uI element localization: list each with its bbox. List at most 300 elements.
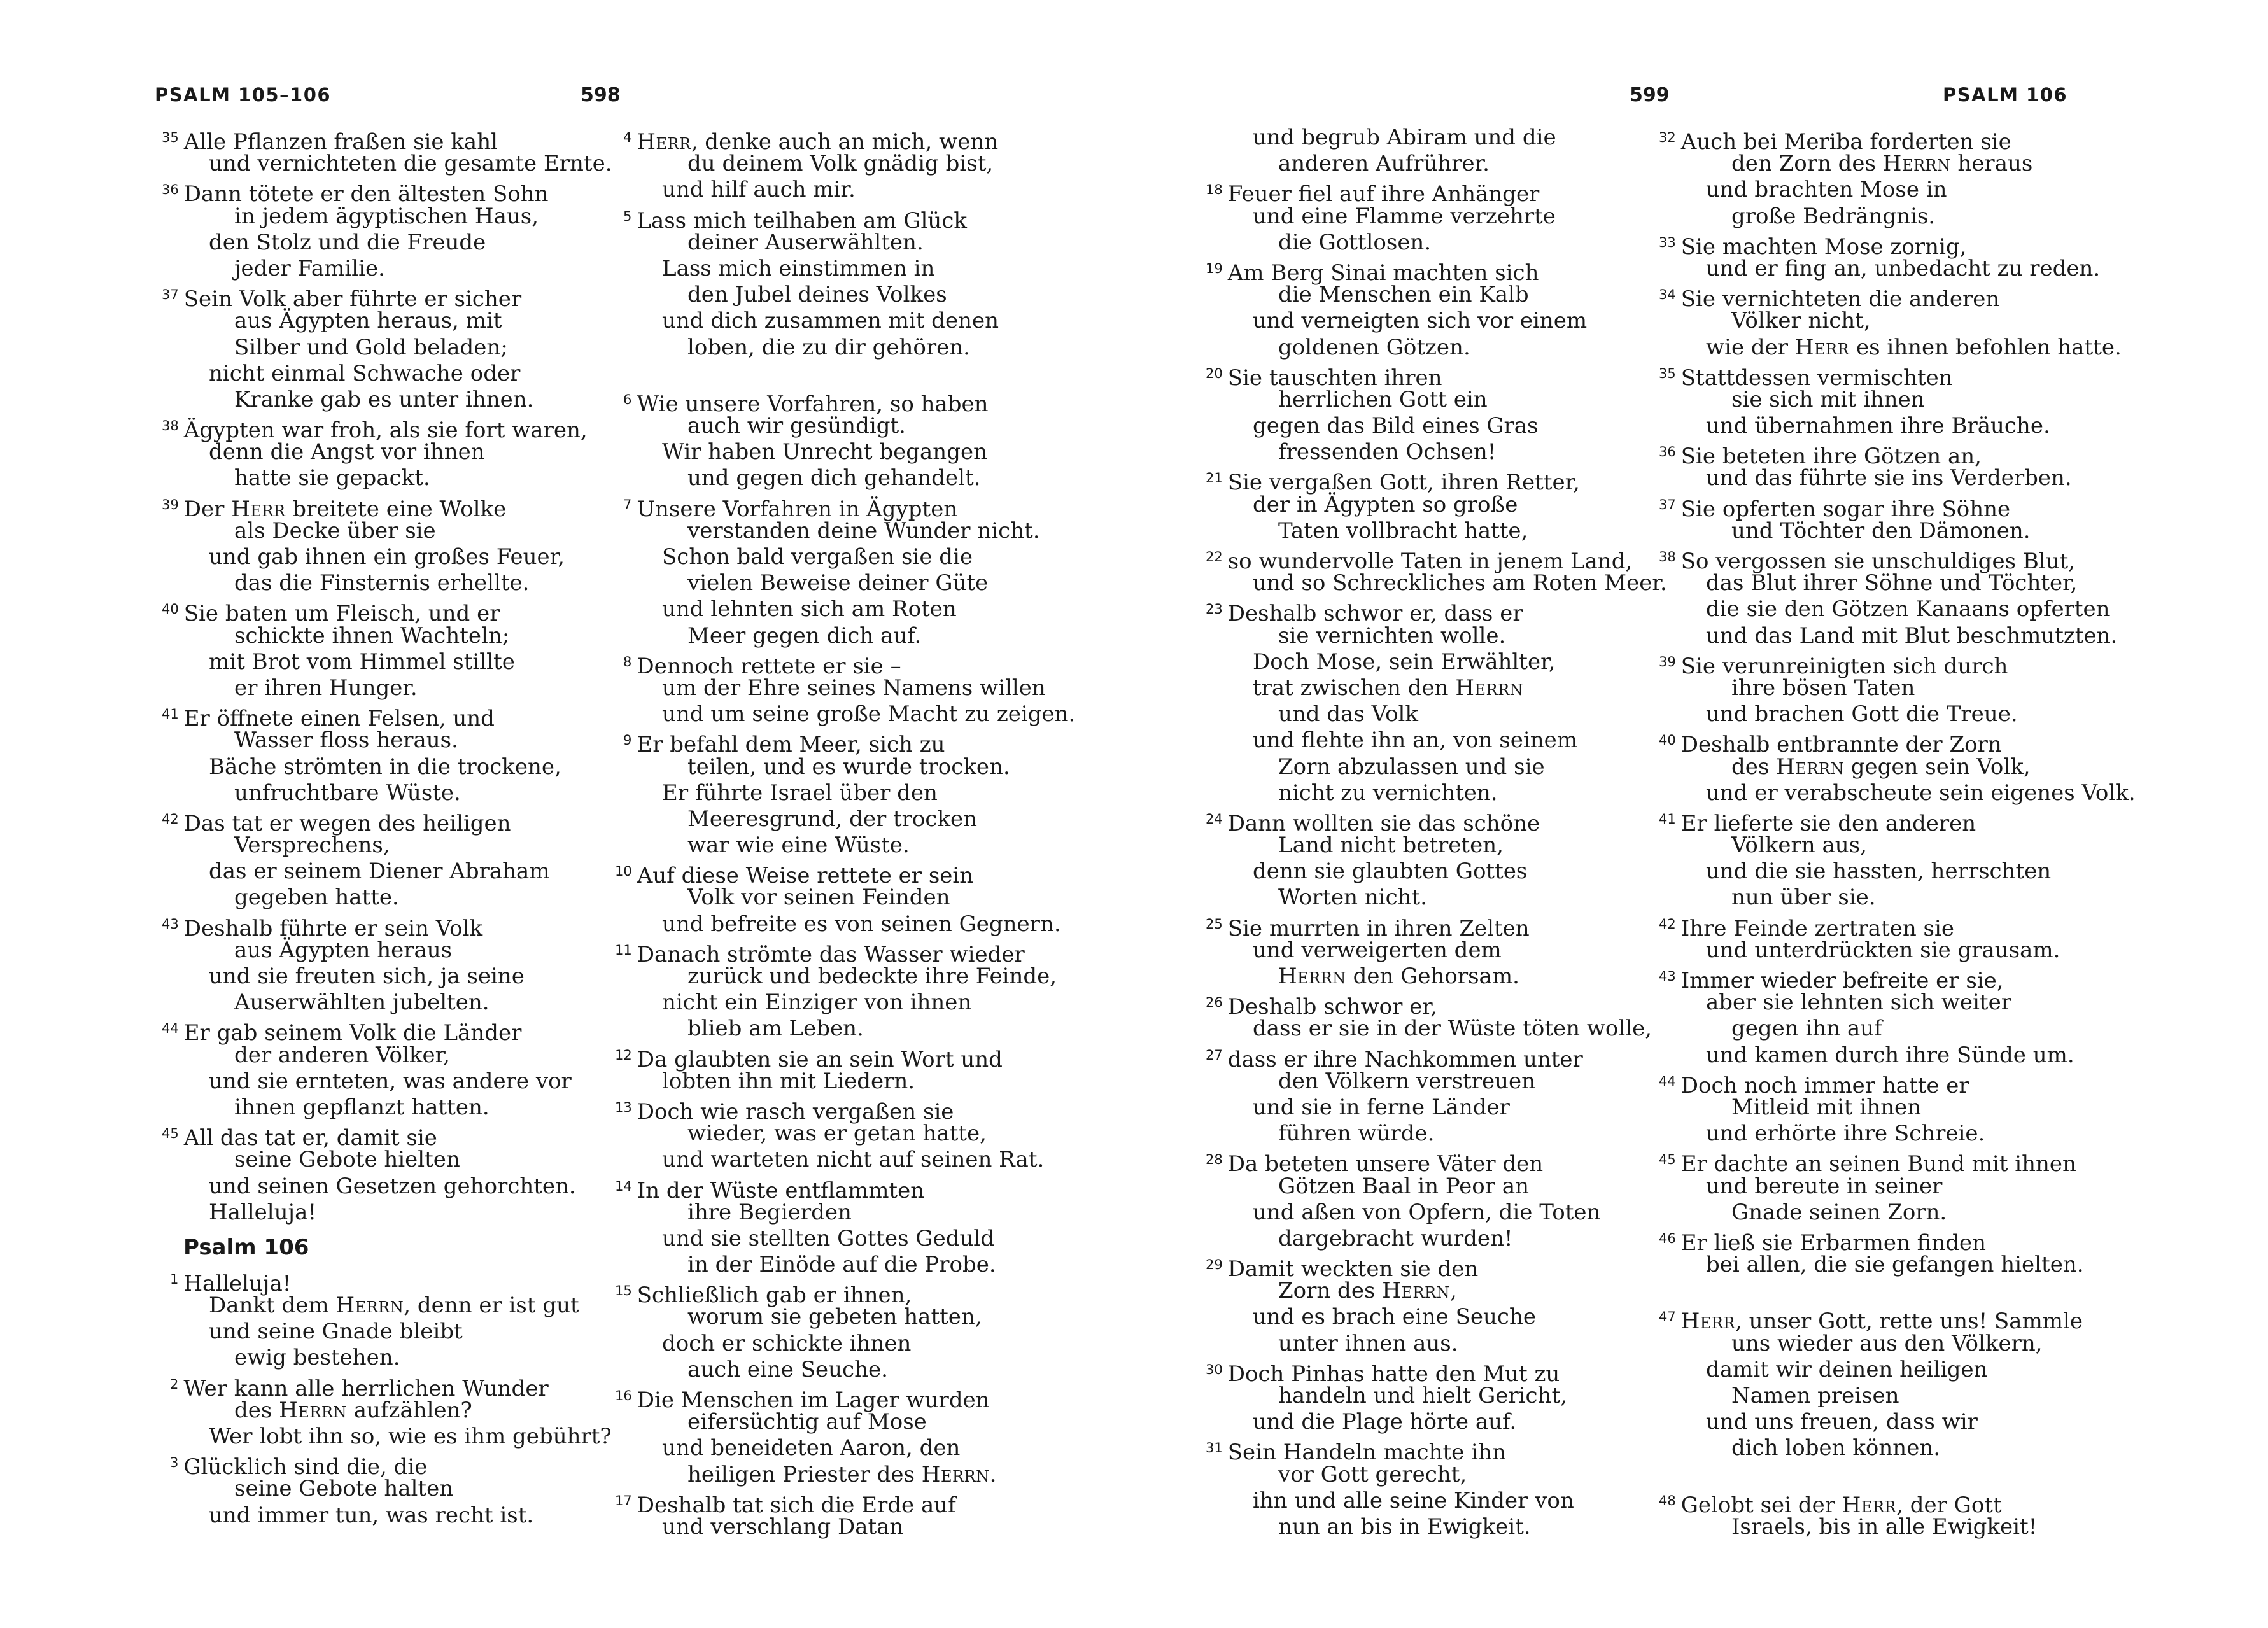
verse-line: [1227, 649, 1667, 675]
verse-line: [162, 1121, 612, 1151]
verse-line: [637, 832, 1075, 859]
verse-text: und erhörte ihre Schreie.: [1706, 1121, 1985, 1147]
verse-text: so wundervolle Taten in jenem Land,: [1227, 549, 1633, 574]
verse-text: und die sie hassten, herrschten: [1706, 859, 2052, 885]
verse-text: handeln und hielt Gericht,: [1278, 1383, 1567, 1408]
verse-text: der anderen Völker,: [234, 1042, 450, 1068]
verse-line: [637, 964, 1075, 990]
verse-text: das er seinem Diener Abraham: [209, 859, 550, 885]
verse-text: als Decke über sie: [234, 517, 436, 544]
verse-text: verstanden deine Wunder nicht.: [687, 517, 1040, 544]
verse-text: Israels, bis in alle Ewigkeit!: [1731, 1513, 2038, 1540]
verse-text: Sie verunreinigten sich durch: [1680, 653, 2008, 679]
verse-text: bei allen, die sie gefangen hielten.: [1706, 1252, 2084, 1278]
verse-text: und aßen von Opfern, die Toten: [1253, 1199, 1601, 1225]
verse-text: Mitleid mit ihnen: [1731, 1094, 1922, 1120]
verse-text: Götzen Baal in Peor an: [1278, 1173, 1529, 1199]
verse-line: [1227, 230, 1667, 256]
verse-line: [1227, 1462, 1667, 1488]
verse-line: [637, 1331, 1075, 1357]
verse-text: Sie baten um Fleisch, und er: [183, 601, 500, 627]
verse-line: [637, 1462, 1075, 1488]
verse-text: Damit weckten sie den: [1227, 1256, 1479, 1282]
verse-text: Herr, denke auch an mich, wenn: [637, 129, 999, 155]
verse-number: 43: [1659, 969, 1676, 984]
verse-line: [1227, 1514, 1667, 1540]
verse-line: [637, 780, 1075, 806]
verse-number: 8: [623, 654, 632, 670]
verse-line: [623, 204, 1075, 234]
verse-line: [1680, 518, 2136, 544]
verse-number: 15: [615, 1283, 632, 1299]
verse-text: und es brach eine Seuche: [1253, 1304, 1536, 1330]
verse-text: hatte sie gepackt.: [234, 465, 430, 491]
verse-text: herrlichen Gott ein: [1278, 386, 1488, 412]
verse-text: Doch noch immer hatte er: [1680, 1072, 1969, 1098]
verse-line: [183, 649, 612, 675]
verse-line: [637, 1252, 1075, 1278]
verse-line: [1227, 1488, 1667, 1514]
verse-number: 40: [1659, 733, 1676, 748]
verse-line: [1206, 990, 1667, 1020]
verse-text: zurück und bedeckte ihre Feinde,: [687, 964, 1057, 989]
verse-text: auch eine Seuche.: [687, 1356, 888, 1382]
verse-text: dich loben können.: [1731, 1435, 1941, 1461]
verse-line: [637, 623, 1075, 649]
verse-text: Bäche strömten in die trockene,: [209, 754, 561, 780]
text-column-1: [162, 125, 612, 1529]
verse-line: [170, 1450, 612, 1480]
verse-line: [637, 754, 1075, 780]
verse-text: und sie in ferne Länder: [1253, 1094, 1510, 1120]
verse-number: 38: [162, 418, 179, 434]
verse-text: und verweigerten dem: [1253, 937, 1502, 963]
verse-number: 37: [162, 287, 179, 303]
verse-text: er ihren Hunger.: [234, 675, 418, 701]
verse-line: [183, 1319, 612, 1345]
text-column-4: [1659, 125, 2136, 1540]
verse-text: nun an bis in Ewigkeit.: [1278, 1513, 1531, 1540]
verse-line: [183, 1293, 612, 1319]
verse-text: Unsere Vorfahren in Ägypten: [637, 496, 958, 522]
verse-text: und lehnten sich am Roten: [662, 596, 957, 622]
verse-line: [637, 885, 1075, 911]
verse-number: 44: [162, 1021, 179, 1037]
verse-line: [183, 570, 612, 596]
verse-line: [1227, 701, 1667, 727]
verse-text: worum sie gebeten hatten,: [687, 1304, 982, 1330]
verse-number: 17: [615, 1492, 632, 1508]
verse-line: [183, 1476, 612, 1502]
verse-line: [615, 1095, 1075, 1125]
verse-text: Sie vergaßen Gott, ihren Retter,: [1227, 470, 1580, 496]
verse-text: teilen, und es wurde trocken.: [687, 754, 1010, 780]
verse-line: [1680, 1409, 2136, 1435]
verse-text: ihre bösen Taten: [1731, 675, 1915, 701]
verse-line: [637, 282, 1075, 308]
verse-text: Sie vernichteten die anderen: [1680, 286, 2000, 312]
page-number-right: 599: [1630, 84, 1670, 106]
verse-text: gegen das Bild eines Gras: [1253, 413, 1539, 439]
text-column-2: [615, 125, 1076, 1540]
verse-text: und das Land mit Blut beschmutzten.: [1706, 622, 2118, 649]
verse-text: der in Ägypten so große: [1253, 491, 1518, 517]
verse-text: Wie unsere Vorfahren, so haben: [637, 391, 989, 417]
verse-line: [637, 335, 1075, 361]
verse-line: [623, 649, 1075, 679]
divine-name: Herrn: [335, 1293, 404, 1319]
verse-text: aus Ägypten heraus: [234, 937, 453, 963]
verse-line: [623, 492, 1075, 522]
verse-number: 29: [1206, 1257, 1223, 1273]
verse-line: [1659, 230, 2136, 260]
verse-number: 6: [623, 391, 632, 407]
verse-number: 16: [615, 1388, 632, 1403]
verse-number: 33: [1659, 234, 1676, 250]
verse-line: [623, 387, 1075, 417]
verse-line: [637, 596, 1075, 622]
verse-text: Völkern aus,: [1731, 832, 1867, 859]
verse-line: [637, 675, 1075, 701]
verse-line: [1227, 151, 1667, 177]
verse-text: Wir haben Unrecht begangen: [662, 439, 987, 465]
verse-line: [637, 413, 1075, 439]
verse-text: große Bedrängnis.: [1731, 203, 1936, 229]
verse-text: und sie freuten sich, ja seine: [209, 964, 525, 989]
verse-line: [1680, 1121, 2136, 1147]
verse-text: Halleluja!: [209, 1199, 317, 1225]
verse-line: [162, 125, 612, 155]
verse-text: auch wir gesündigt.: [687, 413, 906, 439]
verse-line: [183, 439, 612, 465]
verse-text: Meer gegen dich auf.: [687, 622, 922, 649]
divine-name: Herr: [1794, 334, 1850, 360]
verse-line: [637, 256, 1075, 282]
verse-line: [1680, 1042, 2136, 1069]
divine-name: Herrn: [1382, 1278, 1451, 1304]
verse-text: und hilf auch mir.: [662, 177, 856, 203]
verse-line: [170, 1267, 612, 1296]
verse-line: [1206, 806, 1667, 836]
verse-number: 28: [1206, 1152, 1223, 1168]
verse-line: [183, 859, 612, 885]
verse-number: 34: [1659, 287, 1676, 303]
verse-line: [637, 308, 1075, 334]
verse-line: [1659, 649, 2136, 679]
verse-text: Doch Mose, sein Erwählter,: [1253, 649, 1556, 675]
divine-name: Herrn: [921, 1461, 990, 1487]
verse-line: [183, 832, 612, 859]
verse-line: [183, 518, 612, 544]
verse-text: die Menschen ein Kalb: [1278, 282, 1529, 308]
verse-text: dass er ihre Nachkommen unter: [1227, 1046, 1583, 1072]
verse-line: [637, 1409, 1075, 1435]
verse-text: Dann wollten sie das schöne: [1227, 810, 1540, 836]
verse-text: und das führte sie ins Verderben.: [1706, 465, 2072, 491]
divine-name: Herrn: [1776, 754, 1844, 780]
verse-text: und sie stellten Gottes Geduld: [662, 1225, 995, 1251]
verse-line: [1227, 282, 1667, 308]
verse-line: [183, 204, 612, 230]
verse-number: 42: [162, 811, 179, 827]
verse-text: dass er sie in der Wüste töten wolle,: [1253, 1016, 1652, 1042]
verse-text: seine Gebote hielten: [234, 1147, 460, 1173]
divine-name: Herrn: [279, 1397, 347, 1423]
verse-line: [162, 701, 612, 732]
verse-line: [1680, 151, 2136, 177]
verse-text: Gelobt sei der Herr, der Gott: [1680, 1492, 2002, 1518]
verse-line: [623, 727, 1075, 758]
verse-text: aber sie lehnten sich weiter: [1706, 990, 2011, 1016]
verse-text: und Töchter den Dämonen.: [1731, 517, 2031, 544]
verse-text: jeder Familie.: [234, 255, 385, 281]
verse-text: Am Berg Sinai machten sich: [1227, 260, 1539, 286]
verse-text: Da glaubten sie an sein Wort und: [637, 1046, 1003, 1072]
verse-number: 36: [1659, 444, 1676, 460]
verse-text: und seine Gnade bleibt: [209, 1319, 463, 1345]
verse-number: 12: [615, 1047, 632, 1063]
verse-line: [1680, 832, 2136, 859]
verse-text: und eine Flamme verzehrte: [1253, 203, 1556, 229]
verse-number: 4: [623, 130, 632, 145]
verse-line: [1206, 361, 1667, 391]
verse-text: Der Herr breitete eine Wolke: [183, 496, 507, 522]
verse-text: Er ließ sie Erbarmen finden: [1680, 1230, 1987, 1256]
verse-line: [623, 125, 1075, 155]
verse-line: [637, 1147, 1075, 1173]
verse-text: nicht ein Einziger von ihnen: [662, 990, 972, 1016]
verse-line: [615, 859, 1075, 889]
verse-text: Gnade seinen Zorn.: [1731, 1199, 1947, 1225]
verse-text: und beneideten Aaron, den: [662, 1435, 961, 1461]
verse-text: Er öffnete einen Felsen, und: [183, 706, 495, 732]
verse-line: [162, 177, 612, 207]
verse-text: Zorn des Herrn,: [1278, 1278, 1457, 1304]
verse-text: den Jubel deines Volkes: [687, 282, 947, 308]
verse-text: Deshalb entbrannte der Zorn: [1680, 732, 2002, 758]
verse-number: 48: [1659, 1492, 1676, 1508]
verse-line: [637, 990, 1075, 1016]
verse-number: 40: [162, 601, 179, 617]
divine-name: Herrn: [1882, 151, 1951, 177]
verse-text: seine Gebote halten: [234, 1476, 454, 1502]
verse-line: [637, 230, 1075, 256]
verse-text: sie vernichten wolle.: [1278, 622, 1506, 649]
verse-line: [1227, 1069, 1667, 1095]
verse-text: unter ihnen aus.: [1278, 1330, 1458, 1356]
verse-text: und bereute in seiner: [1706, 1173, 1943, 1199]
verse-text: und verneigten sich vor einem: [1253, 308, 1588, 334]
verse-text: Feuer fiel auf ihre Anhänger: [1227, 181, 1540, 207]
verse-number: 3: [170, 1455, 179, 1471]
verse-number: 26: [1206, 995, 1223, 1011]
verse-line: [1206, 1357, 1667, 1387]
verse-text: goldenen Götzen.: [1278, 334, 1470, 360]
verse-line: [1206, 177, 1667, 207]
verse-text: Herr, unser Gott, rette uns! Sammle: [1680, 1309, 2083, 1335]
running-head-left: PSALM 105–106: [155, 84, 332, 106]
verse-text: Wer kann alle herrlichen Wunder: [183, 1375, 549, 1401]
verse-line: [615, 1174, 1075, 1203]
verse-line: [183, 1174, 612, 1200]
verse-text: trat zwischen den Herrn: [1253, 675, 1524, 701]
verse-text: aus Ägypten heraus, mit: [234, 308, 502, 334]
verse-line: [183, 623, 612, 649]
verse-line: [1680, 1095, 2136, 1121]
verse-line: [170, 1372, 612, 1401]
verse-line: [1227, 492, 1667, 518]
verse-number: 38: [1659, 549, 1676, 565]
verse-line: [1680, 754, 2136, 780]
verse-text: Deshalb schwor er,: [1227, 994, 1437, 1020]
verse-text: das die Finsternis erhellte.: [234, 570, 530, 596]
verse-text: und brachten Mose in: [1706, 177, 1947, 203]
verse-line: [1680, 570, 2136, 596]
verse-line: [183, 754, 612, 780]
divine-name: Herrn: [1455, 675, 1524, 701]
verse-line: [1206, 911, 1667, 941]
verse-text: fressenden Ochsen!: [1278, 439, 1497, 465]
verse-line: [162, 911, 612, 941]
psalm-heading: Psalm 106: [183, 1234, 309, 1260]
verse-line: [637, 151, 1075, 177]
verse-line: [162, 596, 612, 627]
verse-line: [1227, 308, 1667, 334]
divine-name: Herrn: [1278, 964, 1346, 989]
verse-line: [183, 1042, 612, 1069]
verse-text: nun über sie.: [1731, 885, 1876, 911]
verse-text: den Völkern verstreuen: [1278, 1068, 1536, 1094]
verse-line: [637, 177, 1075, 203]
verse-text: in jedem ägyptischen Haus,: [234, 203, 539, 229]
verse-line: [1680, 623, 2136, 649]
verse-text: In der Wüste entflammten: [637, 1177, 925, 1203]
verse-line: [1659, 282, 2136, 312]
verse-text: Land nicht betreten,: [1278, 832, 1504, 859]
verse-line: [1206, 1435, 1667, 1466]
verse-line: [1659, 125, 2136, 155]
verse-number: 47: [1659, 1309, 1676, 1325]
verse-line: [637, 570, 1075, 596]
verse-line: [615, 937, 1075, 967]
verse-line: [1680, 1357, 2136, 1383]
verse-text: ihre Begierden: [687, 1199, 852, 1225]
verse-line: [183, 780, 612, 806]
verse-line: [183, 990, 612, 1016]
verse-text: heiligen Priester des Herrn.: [687, 1461, 997, 1487]
verse-number: 23: [1206, 601, 1223, 617]
verse-text: Sie opferten sogar ihre Söhne: [1680, 496, 2011, 522]
stanza-gap: [1680, 1462, 2136, 1488]
verse-text: gegen ihn auf: [1731, 1016, 1882, 1042]
verse-number: 39: [162, 496, 179, 512]
verse-line: [1659, 806, 2136, 836]
verse-text: und seinen Gesetzen gehorchten.: [209, 1173, 576, 1199]
verse-line: [615, 1383, 1075, 1413]
verse-text: Sie murrten in ihren Zelten: [1227, 915, 1530, 941]
verse-text: und immer tun, was recht ist.: [209, 1502, 534, 1528]
verse-line: [637, 1016, 1075, 1042]
verse-line: [1227, 1200, 1667, 1226]
verse-line: [637, 544, 1075, 570]
verse-number: 36: [162, 182, 179, 198]
verse-number: 7: [623, 496, 632, 512]
verse-text: anderen Aufrührer.: [1278, 151, 1490, 177]
verse-text: Sein Volk aber führte er sicher: [183, 286, 522, 312]
verse-number: 44: [1659, 1073, 1676, 1089]
verse-line: [183, 1345, 612, 1371]
verse-line: [637, 1357, 1075, 1383]
verse-text: Doch wie rasch vergaßen sie: [637, 1098, 954, 1125]
verse-line: [1227, 1331, 1667, 1357]
verse-text: Da beteten unsere Väter den: [1227, 1151, 1544, 1177]
verse-number: 21: [1206, 470, 1223, 486]
verse-text: du deinem Volk gnädig bist,: [687, 151, 994, 177]
verse-line: [183, 1095, 612, 1121]
verse-text: und dich zusammen mit denen: [662, 308, 999, 334]
verse-text: und gegen dich gehandelt.: [687, 465, 981, 491]
verse-text: Völker nicht,: [1731, 308, 1871, 334]
verse-text: führen würde.: [1278, 1121, 1435, 1147]
verse-number: 41: [162, 706, 179, 722]
verse-text: und begrub Abiram und die: [1253, 125, 1556, 150]
verse-line: [1206, 596, 1667, 627]
verse-text: deiner Auserwählten.: [687, 229, 924, 255]
verse-text: und vernichteten die gesamte Ernte.: [209, 151, 612, 177]
verse-line: [1680, 1514, 2136, 1540]
verse-text: Die Menschen im Lager wurden: [637, 1387, 990, 1413]
verse-line: [1227, 727, 1667, 754]
verse-line: [183, 308, 612, 334]
verse-line: [1227, 964, 1667, 990]
verse-text: Dennoch rettete er sie –: [637, 653, 901, 679]
verse-line: [1659, 1304, 2136, 1335]
verse-text: ewig bestehen.: [234, 1345, 400, 1371]
verse-line: [1227, 413, 1667, 439]
verse-text: Wer lobt ihn so, wie es ihm gebührt?: [209, 1424, 612, 1449]
verse-number: 10: [615, 864, 632, 880]
verse-text: Danach strömte das Wasser wieder: [637, 941, 1025, 967]
verse-text: die sie den Götzen Kanaans opferten: [1706, 596, 2110, 622]
verse-number: 39: [1659, 654, 1676, 670]
verse-text: unfruchtbare Wüste.: [234, 780, 461, 806]
verse-line: [1227, 754, 1667, 780]
verse-number: 42: [1659, 916, 1676, 932]
verse-text: den Zorn des Herrn heraus: [1731, 151, 2033, 177]
verse-line: [1659, 964, 2136, 993]
verse-number: 24: [1206, 811, 1223, 827]
verse-text: vielen Beweise deiner Güte: [687, 570, 989, 596]
verse-line: [1227, 518, 1667, 544]
verse-line: [637, 806, 1075, 832]
verse-line: [183, 1200, 612, 1226]
verse-line: [1680, 885, 2136, 911]
verse-text: und gab ihnen ein großes Feuer,: [209, 544, 565, 570]
verse-line: [637, 1069, 1075, 1095]
verse-text: Er lieferte sie den anderen: [1680, 810, 1976, 836]
verse-text: Versprechens,: [234, 832, 390, 859]
verse-number: 5: [623, 208, 632, 224]
verse-text: eifersüchtig auf Mose: [687, 1409, 927, 1435]
verse-line: [1227, 832, 1667, 859]
verse-text: den Stolz und die Freude: [209, 229, 486, 255]
verse-line: [1680, 308, 2136, 334]
verse-number: 25: [1206, 916, 1223, 932]
verse-line: [1227, 1409, 1667, 1435]
verse-line: [183, 885, 612, 911]
verse-line: [1227, 439, 1667, 465]
verse-line: [1680, 701, 2136, 727]
